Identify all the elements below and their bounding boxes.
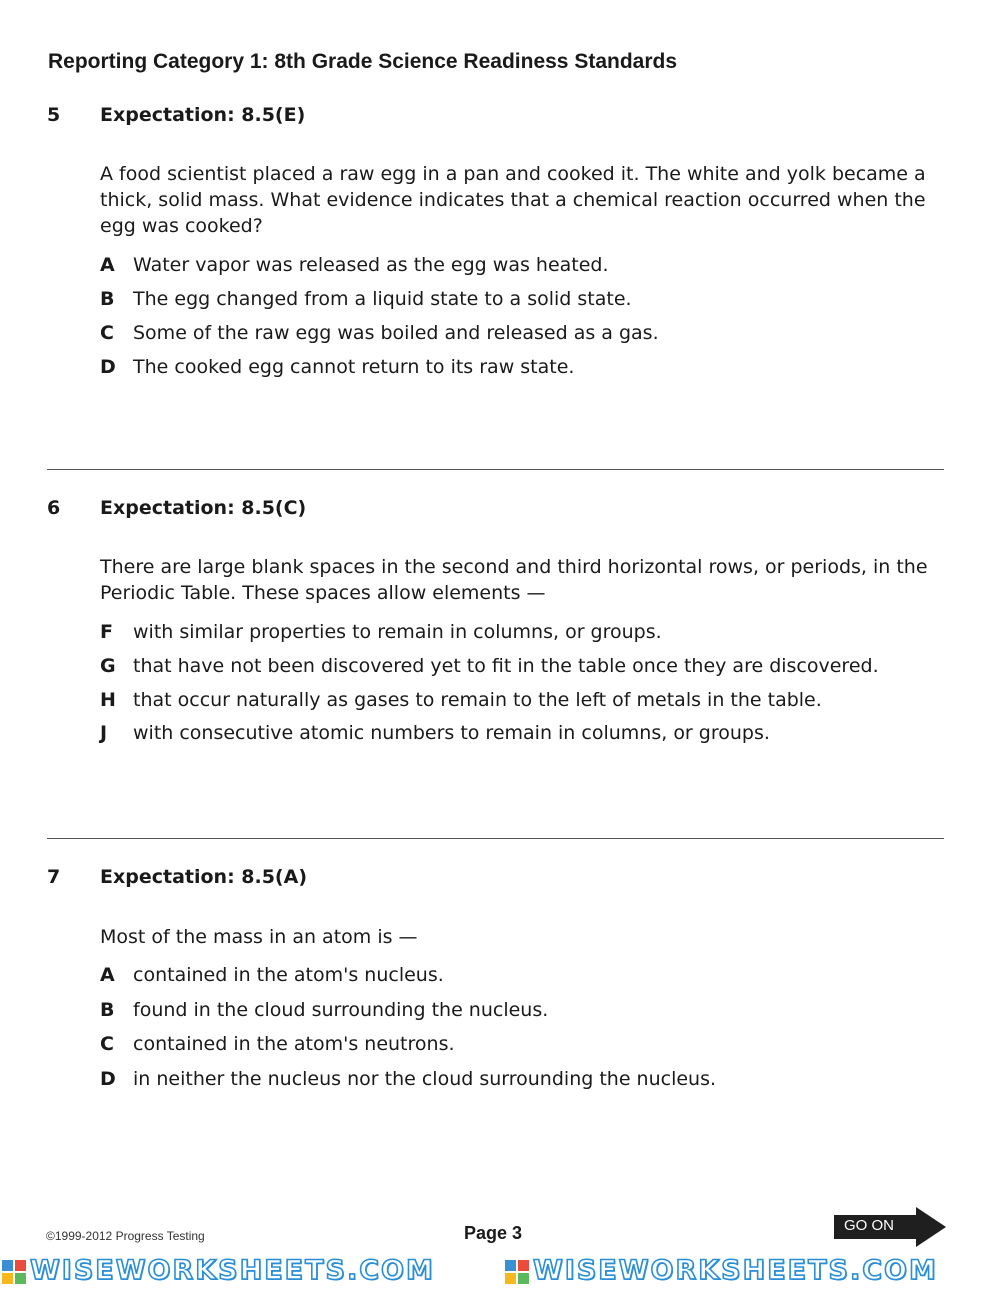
- choice-letter: C: [100, 1033, 114, 1055]
- section-divider: [47, 838, 944, 839]
- worksheet-logo-icon: [505, 1260, 529, 1284]
- choice-text: The egg changed from a liquid state to a solid state.: [133, 288, 632, 310]
- choice-letter: F: [100, 621, 113, 643]
- section-divider: [47, 469, 944, 470]
- expectation-label: Expectation: 8.5(A): [100, 866, 308, 888]
- choice-text: contained in the atom's nucleus.: [133, 964, 444, 986]
- answer-choice-c[interactable]: [100, 1033, 455, 1055]
- question-stem: Most of the mass in an atom is —: [100, 926, 418, 948]
- expectation-label: Expectation: 8.5(C): [100, 497, 307, 519]
- question-stem: There are large blank spaces in the second and third horizontal rows, or periods, in the Periodic Table. These spaces allow elements —: [100, 556, 928, 604]
- watermark-text: WISEWORKSHEETS.COM: [30, 1255, 435, 1286]
- watermark-text: WISEWORKSHEETS.COM: [533, 1255, 938, 1286]
- choice-letter: A: [100, 964, 115, 986]
- choice-letter: B: [100, 999, 115, 1021]
- answer-choice-f[interactable]: [100, 621, 662, 643]
- answer-choice-b[interactable]: [100, 999, 548, 1021]
- question-number: 5: [47, 104, 61, 126]
- expectation-label: Expectation: 8.5(E): [100, 104, 306, 126]
- answer-choice-d[interactable]: [100, 356, 574, 378]
- answer-choice-h[interactable]: [100, 689, 822, 711]
- copyright-notice: ©1999-2012 Progress Testing: [46, 1229, 205, 1243]
- answer-choice-j[interactable]: [100, 722, 770, 744]
- page-heading: Reporting Category 1: 8th Grade Science Readiness Standards: [48, 50, 678, 73]
- choice-text: Some of the raw egg was boiled and released as a gas.: [133, 322, 659, 344]
- watermark: [2, 1255, 435, 1287]
- choice-letter: H: [100, 689, 116, 711]
- answer-choice-b[interactable]: [100, 288, 632, 310]
- question-stem: A food scientist placed a raw egg in a pan and cooked it. The white and yolk became a thick, solid mass. What evidence indicates that a chemical reaction occurred when the egg was cooked?: [100, 163, 926, 237]
- choice-letter: D: [100, 356, 116, 378]
- choice-letter: G: [100, 655, 116, 677]
- choice-text: with consecutive atomic numbers to remain in columns, or groups.: [133, 722, 770, 744]
- choice-text: with similar properties to remain in columns, or groups.: [133, 621, 662, 643]
- worksheet-logo-icon: [2, 1260, 26, 1284]
- answer-choice-a[interactable]: [100, 254, 609, 276]
- watermark: [505, 1255, 938, 1287]
- choice-text: Water vapor was released as the egg was heated.: [133, 254, 609, 276]
- answer-choice-g[interactable]: [100, 655, 879, 677]
- go-on-button[interactable]: [834, 1207, 946, 1247]
- choice-text: that have not been discovered yet to fit in the table once they are discovered.: [133, 655, 879, 677]
- choice-text: found in the cloud surrounding the nucleus.: [133, 999, 549, 1021]
- choice-letter: C: [100, 322, 114, 344]
- choice-letter: B: [100, 288, 115, 310]
- page-number: Page 3: [464, 1223, 523, 1243]
- choice-text: The cooked egg cannot return to its raw state.: [133, 356, 575, 378]
- answer-choice-a[interactable]: [100, 964, 444, 986]
- question-number: 6: [47, 497, 61, 519]
- question-number: 7: [47, 866, 61, 888]
- choice-text: contained in the atom's neutrons.: [133, 1033, 455, 1055]
- choice-letter: D: [100, 1068, 116, 1090]
- choice-letter: J: [100, 722, 108, 744]
- choice-text: in neither the nucleus nor the cloud surrounding the nucleus.: [133, 1068, 717, 1090]
- choice-letter: A: [100, 254, 115, 276]
- go-on-label: GO ON: [844, 1217, 895, 1234]
- answer-choice-d[interactable]: [100, 1068, 716, 1090]
- choice-text: that occur naturally as gases to remain to the left of metals in the table.: [133, 689, 822, 711]
- answer-choice-c[interactable]: [100, 322, 659, 344]
